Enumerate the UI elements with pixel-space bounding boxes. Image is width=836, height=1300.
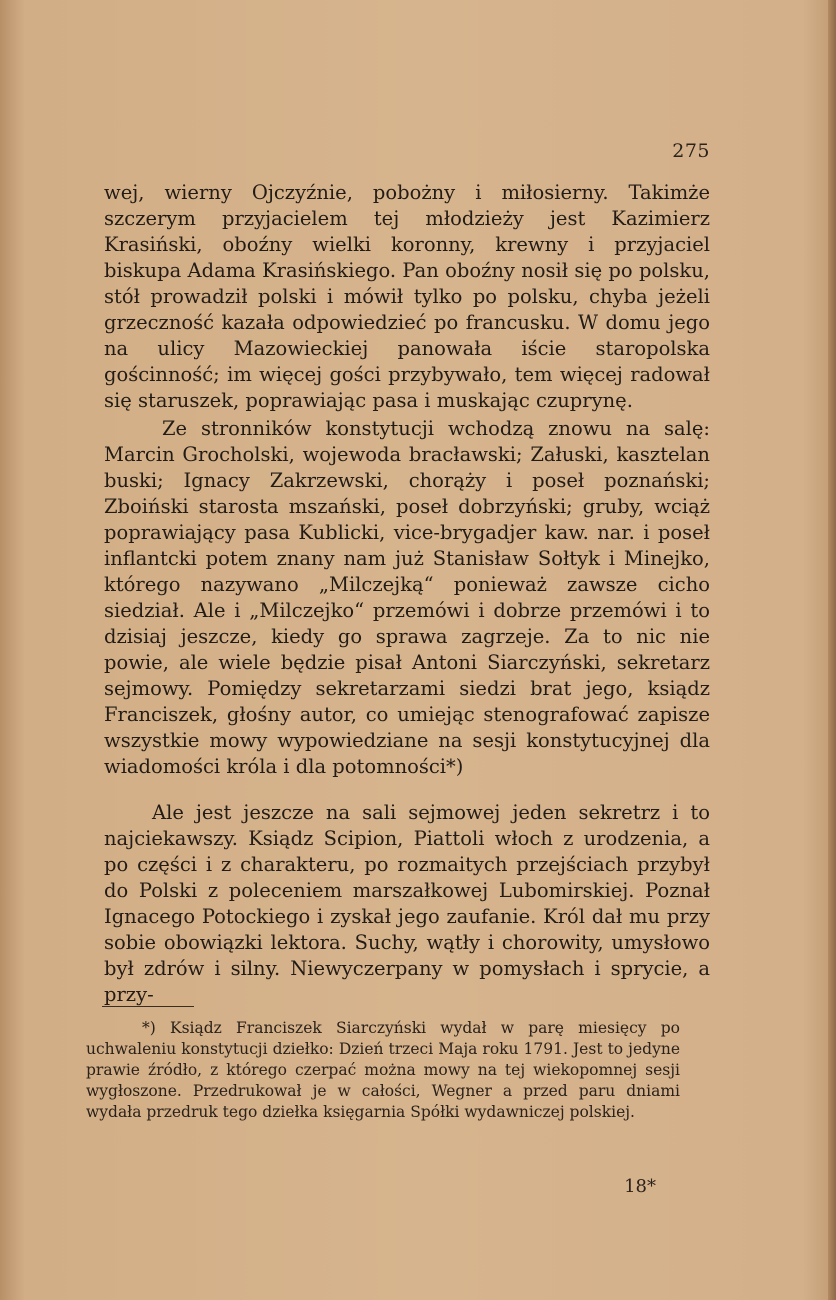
- page-edge: [828, 0, 836, 1300]
- footnote-divider: [102, 1006, 194, 1007]
- body-text: [104, 180, 710, 1006]
- printer-signature-mark: 18*: [624, 1176, 656, 1197]
- paragraph-3: Ale jest jeszcze na sali sejmowej jeden sekretrz i to najciekawszy. Ksiądz Scipion, Piattoli włoch z urodzenia, a po części i z charakteru, po rozmaitych przejściach przybył do Polski z poleceniem marszałkowej Lubomirskiej. Poznał Ignacego Potockiego i zyskał jego zaufanie. Król dał mu przy sobie obowiązki lektora. Suchy, wątły i chorowity, umysłowo był zdrów i silny. Niewyczerpany w pomysłach i sprycie, a przy-: [104, 801, 710, 1006]
- page-number: 275: [672, 140, 710, 162]
- footnote: *) Ksiądz Franciszek Siarczyński wydał w parę miesięcy po uchwaleniu konstytucji dziełko: Dzień trzeci Maja roku 1791. Jest to jedyne prawie źródło, z którego czerpać można mowy na tej wiekopomnej sesji wygłoszone. Przedrukował je w całości, Wegner a przed paru dniami wydała przedruk tego dziełka księgarnia Spółki wydawniczej polskiej.: [86, 1019, 680, 1121]
- paragraph-2: Ze stronników konstytucji wchodzą znowu na salę: Marcin Grocholski, wojewoda bracławski; Załuski, kasztelan buski; Ignacy Zakrzewski, chorąży i poseł poznański; Zboiński starosta mszański, poseł dobrzyński; gruby, wciąż poprawiający pasa Kublicki, vice-brygadjer kaw. nar. i poseł inflantcki potem znany nam już Stanisław Sołtyk i Minejko, którego nazywano „Milczejką“ ponieważ zawsze cicho siedział. Ale i „Milczejko“ przemówi i dobrze przemówi i to dzisiaj jeszcze, kiedy go sprawa zagrzeje. Za to nic nie powie, ale wiele będzie pisał Antoni Siarczyński, sekretarz sejmowy. Pomiędzy sekretarzami siedzi brat jego, ksiądz Franciszek, głośny autor, co umiejąc stenografować zapisze wszystkie mowy wypowiedziane na sesji konstytucyjnej dla wiadomości króla i dla potomności*): [104, 417, 710, 778]
- paragraph-1: wej, wierny Ojczyźnie, pobożny i miłosierny. Takimże szczerym przyjacielem tej młodzieży jest Kazimierz Krasiński, oboźny wielki koronny, krewny i przyjaciel biskupa Adama Krasińskiego. Pan oboźny nosił się po polsku, stół prowadził polski i mówił tylko po polsku, chyba jeżeli grzeczność kazała odpowiedzieć po francusku. W domu jego na ulicy Mazowieckiej panowała iście staropolska gościnność; im więcej gości przybywało, tem więcej radował się staruszek, poprawiając pasa i muskając czuprynę.: [104, 181, 710, 412]
